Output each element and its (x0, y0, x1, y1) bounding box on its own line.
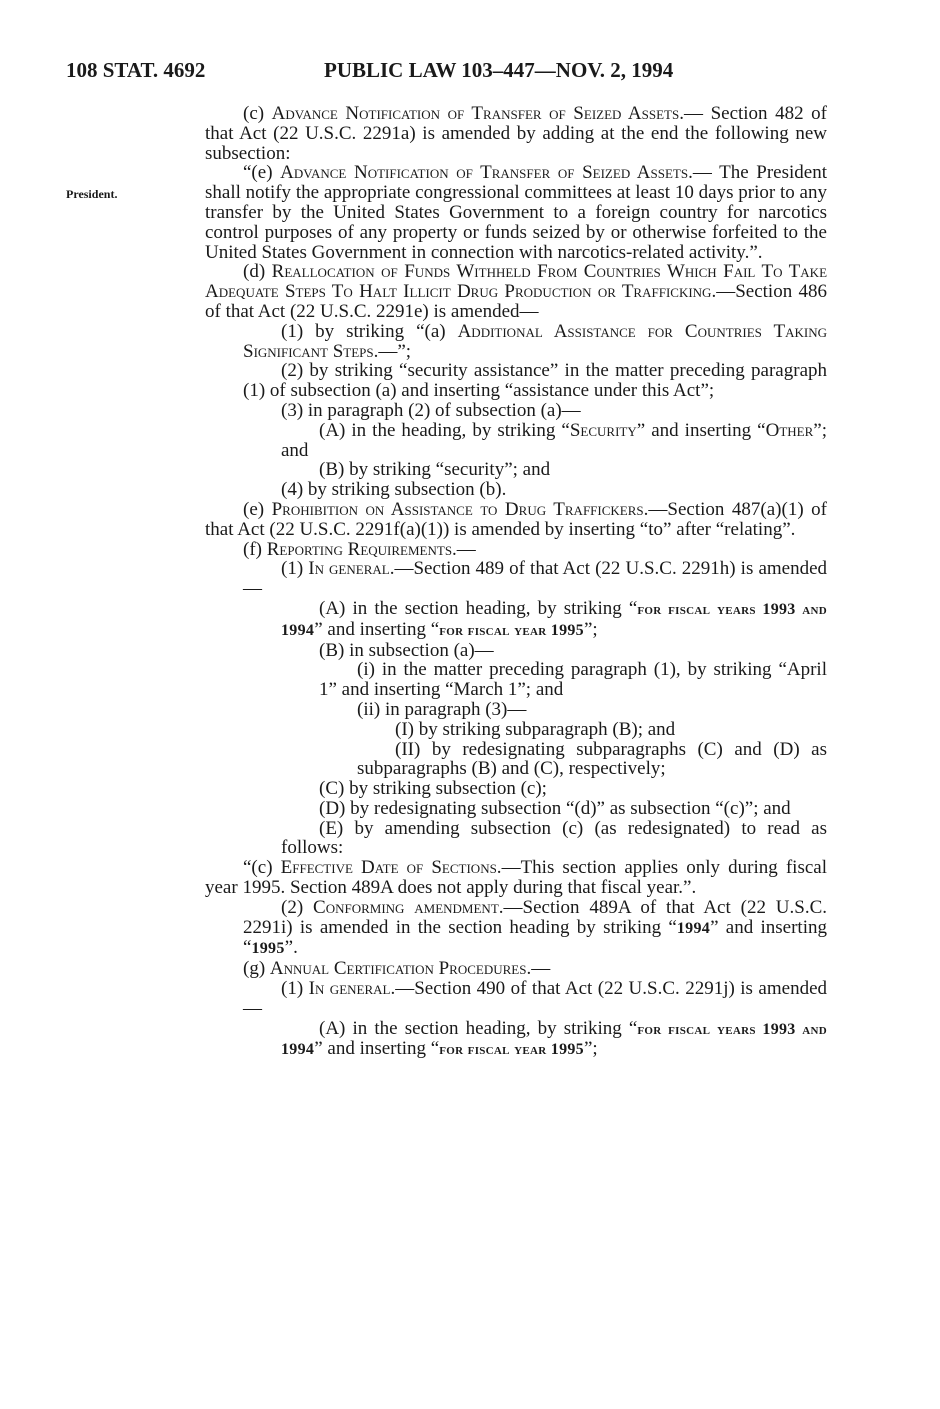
paragraph-g1A: (A) in the section heading, by striking “for fiscal years 1993 and 1994” and inserting “for fiscal year 1995”; (281, 1017, 827, 1060)
paragraph-f1BiiII: (II) by redesignating subparagraphs (C) and (D) as subparagraphs (B) and (C), respectively; (357, 738, 827, 780)
paragraph-f1E: (E) by amending subsection (c) (as redesignated) to read as follows: (281, 817, 827, 859)
margin-note-president: President. (66, 187, 118, 201)
paragraph-quoted-c: “(c) Effective Date of Sections.—This section applies only during fiscal year 1995. Section 489A does not apply during that fiscal year.”. (205, 857, 827, 899)
paragraph-f1C: (C) by striking subsection (c); (319, 778, 547, 800)
paragraph-g1: (1) In general.—Section 490 of that Act (22 U.S.C. 2291j) is amended— (243, 978, 828, 1019)
paragraph-e: (e) Prohibition on Assistance to Drug Traffickers.—Section 487(a)(1) of that Act (22 U.S.C. 2291f(a)(1)) is amended by inserting “to” after “relating”. (205, 498, 827, 540)
paragraph-c: (c) Advance Notification of Transfer of Seized Assets.— Section 482 of that Act (22 U.S.C. 2291a) is amended by adding at the end the following new subsection: (205, 103, 828, 164)
public-law-title: PUBLIC LAW 103–447—NOV. 2, 1994 (324, 58, 674, 82)
paragraph-d1: (1) by striking “(a) Additional Assistance for Countries Taking Significant Steps.—”; (243, 320, 827, 362)
paragraph-f: (f) Reporting Requirements.— (243, 538, 476, 560)
paragraph-quoted-e: “(e) Advance Notification of Transfer of Seized Assets.— The President shall notify the appropriate congressional committees at least 10 days prior to any transfer by the United States Government to a foreign country for narcotics control purposes of any property or funds seized by or otherwise forfeited to the United States Government in connection with narcotics-related activity.”. (205, 162, 827, 263)
paragraph-g: (g) Annual Certification Procedures.— (243, 958, 551, 980)
stat-page-number: 108 STAT. 4692 (66, 58, 206, 82)
paragraph-f1: (1) In general.—Section 489 of that Act (22 U.S.C. 2291h) is amended— (243, 558, 828, 600)
page-header (66, 58, 826, 86)
paragraph-f1BiiI: (I) by striking subparagraph (B); and (395, 718, 676, 740)
paragraph-f2: (2) Conforming amendment.—Section 489A of that Act (22 U.S.C. 2291i) is amended in the section heading by striking “1994” and inserting “1995”. (243, 896, 828, 959)
paragraph-f1D: (D) by redesignating subsection “(d)” as subsection “(c)”; and (319, 797, 791, 819)
paragraph-d2: (2) by striking “security assistance” in the matter preceding paragraph (1) of subsection (a) and inserting “assistance under this Act”; (243, 360, 827, 402)
paragraph-f1B: (B) in subsection (a)— (319, 639, 494, 661)
document-body (205, 104, 827, 1060)
paragraph-d3A: (A) in the heading, by striking “Security” and inserting “Other”; and (281, 419, 827, 461)
paragraph-d4: (4) by striking subsection (b). (281, 479, 507, 501)
paragraph-f1Bii: (ii) in paragraph (3)— (357, 698, 527, 720)
paragraph-d: (d) Reallocation of Funds Withheld From Countries Which Fail To Take Adequate Steps To Halt Illicit Drug Production or Trafficking.—Section 486 of that Act (22 U.S.C. 2291e) is amended— (205, 261, 828, 322)
paragraph-d3: (3) in paragraph (2) of subsection (a)— (281, 399, 581, 421)
paragraph-f1Bi: (i) in the matter preceding paragraph (1), by striking “April 1” and inserting “March 1”; and (319, 659, 827, 701)
paragraph-f1A: (A) in the section heading, by striking “for fiscal years 1993 and 1994” and inserting “for fiscal year 1995”; (281, 597, 827, 640)
paragraph-d3B: (B) by striking “security”; and (319, 459, 551, 481)
